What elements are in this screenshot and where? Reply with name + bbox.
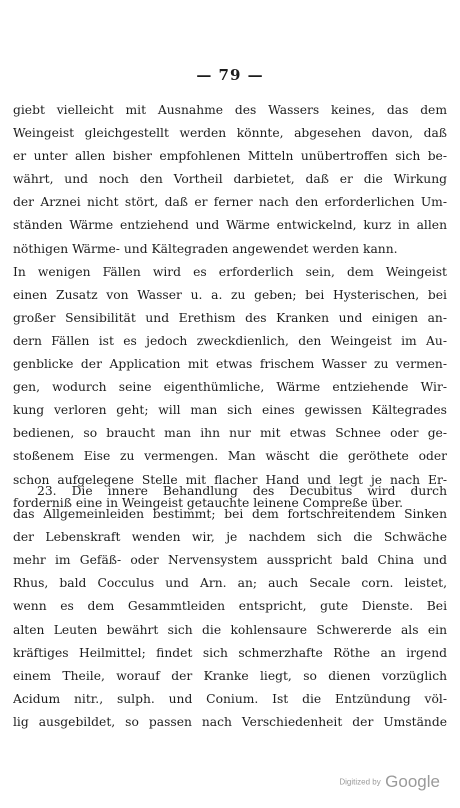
text-line: der Lebenskraft wenden wir, je nachdem sich die Schwäche xyxy=(13,530,447,545)
watermark-prefix: Digitized by xyxy=(339,777,381,787)
text-line: 23. Die innere Behandlung des Decubitus wird durch xyxy=(37,484,447,498)
text-line: dern Fällen ist es jedoch zweckdienlich, den Weingeist im Au- xyxy=(13,333,447,348)
text-line: schon aufgelegene Stelle mit flacher Hand und legt je nach Er- xyxy=(13,472,447,487)
text-line: wenn es dem Gesammtleiden entspricht, gute Dienste. Bei xyxy=(13,599,447,614)
text-line: einem Theile, worauf der Kranke liegt, so dienen vorzüglich xyxy=(13,668,447,683)
text-line: gen, wodurch seine eigenthümliche, Wärme entziehende Wir- xyxy=(13,380,447,395)
text-line: stoßenem Eise zu vermengen. Man wäscht die geröthete oder xyxy=(13,449,447,464)
page-number: — 79 — xyxy=(196,66,264,84)
text-line: großer Sensibilität und Erethism des Kranken und einigen an- xyxy=(13,310,447,325)
text-line: er unter allen bisher empfohlenen Mitteln unübertroffen sich be- xyxy=(13,149,447,164)
text-line: ständen Wärme entziehend und Wärme entwickelnd, kurz in allen xyxy=(13,218,447,233)
text-line: der Arznei nicht stört, daß er ferner nach den erforderlichen Um- xyxy=(13,195,447,210)
text-line: bedienen, so braucht man ihn nur mit etwas Schnee oder ge- xyxy=(13,426,447,441)
text-line: einen Zusatz von Wasser u. a. zu geben; bei Hysterischen, bei xyxy=(13,287,447,302)
google-logo-text: Google xyxy=(385,772,440,791)
digitized-by-google-watermark xyxy=(339,772,440,792)
text-line: lig ausgebildet, so passen nach Verschiedenheit der Umstände xyxy=(13,714,447,729)
text-line: giebt vielleicht mit Ausnahme des Wassers keines, das dem xyxy=(13,103,447,117)
paragraph-1 xyxy=(13,99,447,515)
text-line: Acidum nitr., sulph. und Conium. Ist die Entzündung völ- xyxy=(13,691,447,706)
text-line: kräftiges Heilmittel; findet sich schmerzhafte Röthe an irgend xyxy=(13,645,447,660)
paragraph-2 xyxy=(13,480,447,734)
text-line: währt, und noch den Vortheil darbietet, daß er die Wirkung xyxy=(13,172,447,187)
text-line: kung verloren geht; will man sich eines gewissen Kältegrades xyxy=(13,403,447,418)
text-line: das Allgemeinleiden bestimmt; bei dem fortschreitendem Sinken xyxy=(13,507,447,522)
text-line: Weingeist gleichgestellt werden könnte, abgesehen davon, daß xyxy=(13,126,447,141)
text-line: nöthigen Wärme- und Kältegraden angewendet werden kann. xyxy=(13,241,398,256)
text-line: forderniß eine in Weingeist getauchte leinene Compreße über. xyxy=(13,495,404,510)
text-line: In wenigen Fällen wird es erforderlich sein, dem Weingeist xyxy=(13,264,447,279)
text-line: alten Leuten bewährt sich die kohlensaure Schwererde als ein xyxy=(13,622,447,637)
text-line: Rhus, bald Cocculus und Arn. an; auch Secale corn. leistet, xyxy=(13,576,447,591)
text-line: genblicke der Application mit etwas frischem Wasser zu vermen- xyxy=(13,357,447,372)
text-line: mehr im Gefäß- oder Nervensystem ausspricht bald China und xyxy=(13,553,447,568)
